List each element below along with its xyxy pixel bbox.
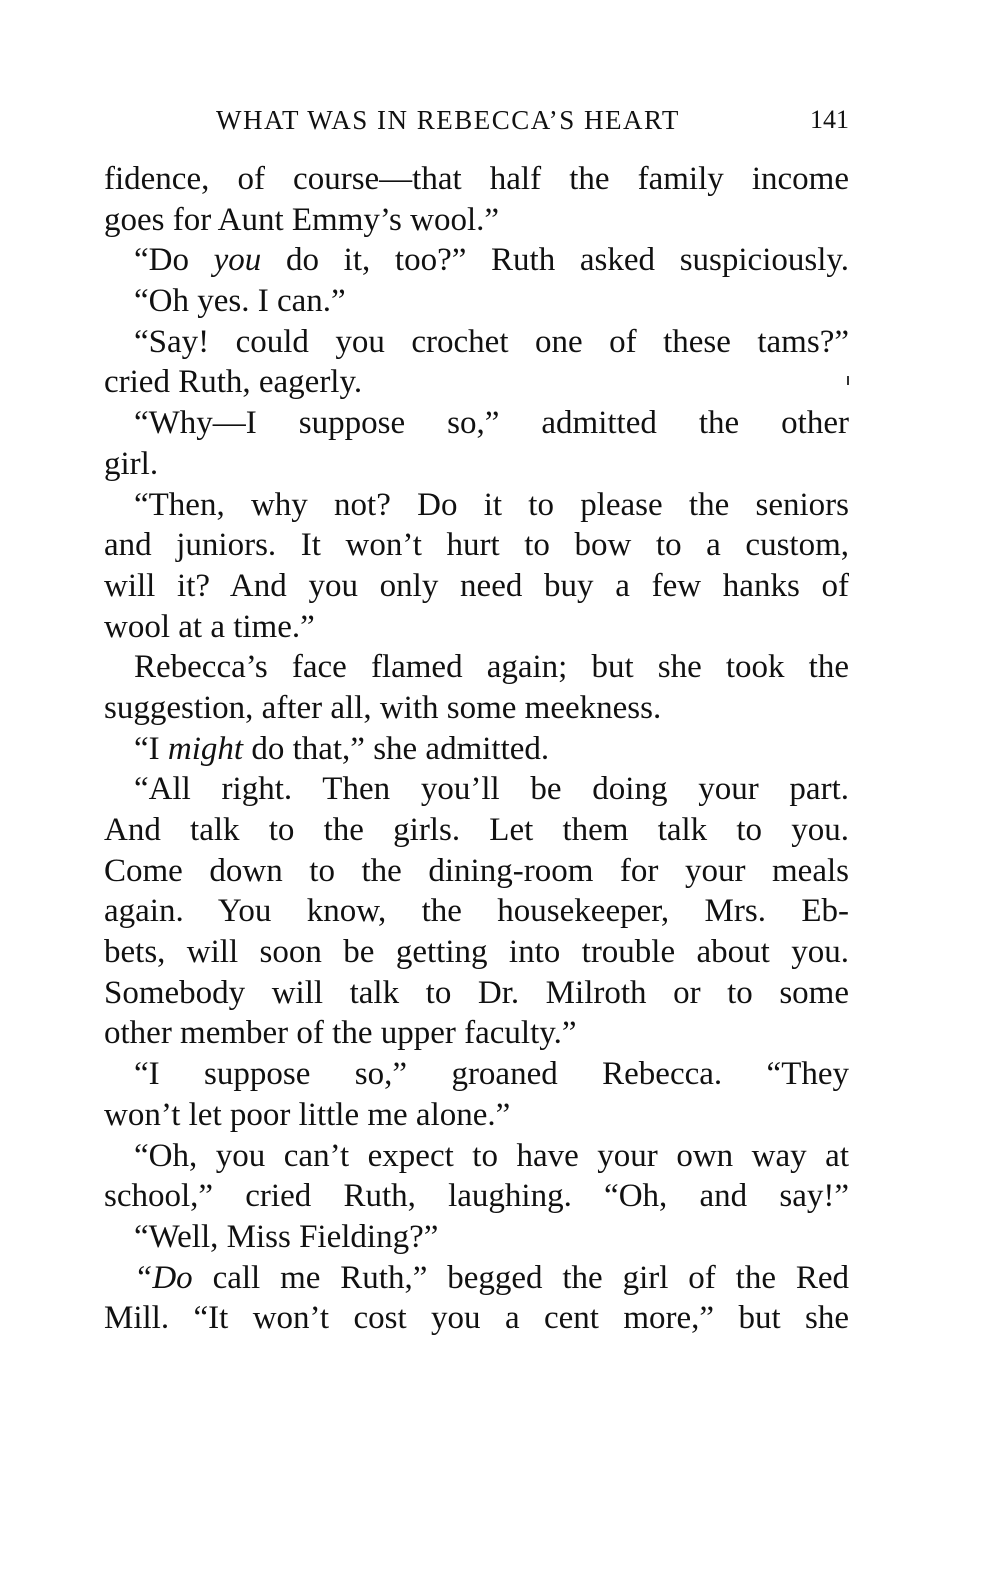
italic-text: “Do: [134, 1259, 193, 1296]
text-segment: and juniors. It won’t hurt to bow to a custom,: [104, 527, 849, 564]
text-line: [104, 322, 849, 363]
text-segment: will it? And you only need buy a few hanks of: [104, 567, 849, 604]
text-segment: won’t let poor little me alone.”: [104, 1096, 511, 1133]
text-line: [104, 891, 849, 932]
text-segment: suggestion, after all, with some meekness.: [104, 689, 662, 726]
text-segment: “I: [134, 730, 168, 767]
text-segment: “Say! could you crochet one of these tams?”: [134, 323, 849, 360]
text-segment: goes for Aunt Emmy’s wool.”: [104, 201, 500, 238]
text-line: [104, 1095, 849, 1136]
text-segment: cried Ruth, eagerly.: [104, 364, 363, 401]
text-segment: wool at a time.”: [104, 608, 315, 645]
text-segment: other member of the upper faculty.”: [104, 1015, 577, 1052]
text-line: [104, 281, 849, 322]
text-line: [104, 973, 849, 1014]
text-line: [104, 851, 849, 892]
text-line: [104, 159, 849, 200]
text-segment: school,” cried Ruth, laughing. “Oh, and say!”: [104, 1178, 849, 1215]
text-segment: “Oh, you can’t expect to have your own way at: [134, 1137, 849, 1174]
text-segment: “Do: [134, 242, 214, 279]
text-line: [104, 932, 849, 973]
page-number: 141: [810, 105, 849, 134]
text-line: [104, 200, 849, 241]
italic-text: you: [213, 242, 262, 279]
print-speck: [847, 376, 849, 385]
text-segment: “I suppose so,” groaned Rebecca. “They: [134, 1056, 849, 1093]
text-segment: do it, too?” Ruth asked suspiciously.: [261, 242, 849, 279]
text-line: [104, 566, 849, 607]
text-segment: Somebody will talk to Dr. Milroth or to some: [104, 974, 849, 1011]
body-text: [104, 159, 849, 1339]
italic-text: might: [167, 730, 244, 767]
text-segment: And talk to the girls. Let them talk to you.: [104, 812, 849, 848]
page-header: [104, 100, 849, 140]
text-segment: “Oh yes. I can.”: [134, 283, 346, 320]
text-line: [104, 362, 849, 403]
text-segment: call me Ruth,” begged the girl of the Red: [192, 1259, 849, 1296]
text-line: [104, 1258, 849, 1299]
text-line: [104, 729, 849, 770]
text-line: [104, 444, 849, 485]
text-line: [104, 525, 849, 566]
running-head: WHAT WAS IN REBECCA’S HEART: [216, 105, 680, 135]
text-line: [104, 1298, 849, 1339]
text-segment: fidence, of course—that half the family income: [104, 161, 849, 197]
text-segment: “Why—I suppose so,” admitted the other: [134, 405, 849, 442]
text-segment: Rebecca’s face flamed again; but she took the: [134, 649, 849, 686]
text-line: [104, 769, 849, 810]
text-segment: “All right. Then you’ll be doing your part.: [134, 771, 849, 808]
text-segment: “Then, why not? Do it to please the seniors: [134, 486, 849, 523]
text-segment: bets, will soon be getting into trouble about you.: [104, 934, 849, 971]
text-line: [104, 607, 849, 648]
text-line: [104, 647, 849, 688]
text-line: [104, 1136, 849, 1177]
text-segment: girl.: [104, 445, 159, 482]
text-line: [104, 1013, 849, 1054]
text-line: [104, 403, 849, 444]
text-segment: again. You know, the housekeeper, Mrs. Eb-: [104, 893, 849, 930]
text-line: [104, 1217, 849, 1258]
text-segment: Mill. “It won’t cost you a cent more,” but she: [104, 1300, 849, 1337]
text-line: [104, 485, 849, 526]
text-segment: Come down to the dining-room for your meals: [104, 852, 849, 889]
text-segment: do that,” she admitted.: [243, 730, 550, 767]
text-line: [104, 1054, 849, 1095]
text-line: [104, 240, 849, 281]
text-line: [104, 688, 849, 729]
text-line: [104, 1176, 849, 1217]
text-segment: “Well, Miss Fielding?”: [134, 1218, 439, 1255]
text-line: [104, 810, 849, 851]
